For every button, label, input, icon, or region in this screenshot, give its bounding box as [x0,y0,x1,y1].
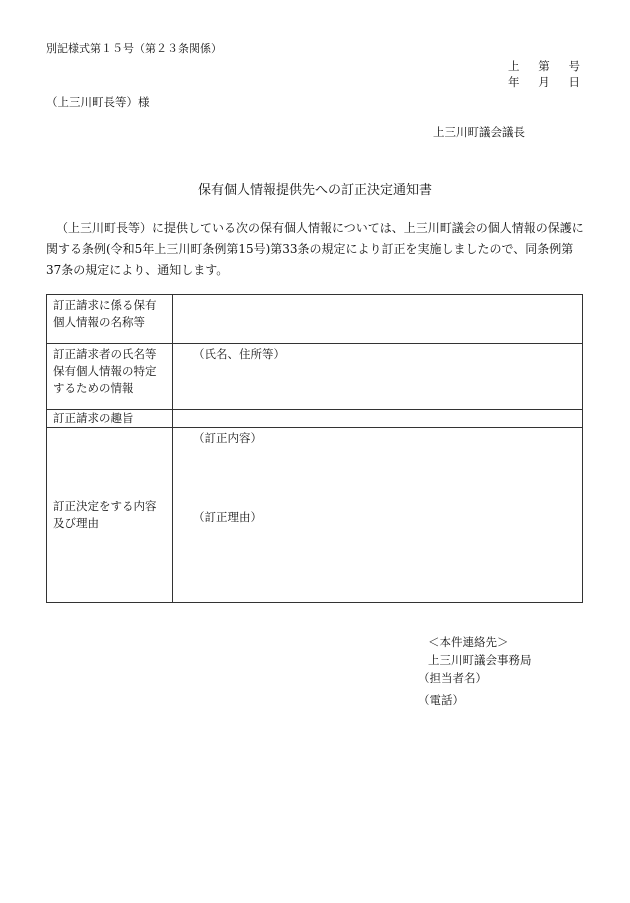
doc-number-prefix: 上 [508,59,520,73]
row-label-request-info: 訂正請求に係る保有個人情報の名称等 [47,295,173,344]
table-row [47,410,583,428]
row-value-requester [173,344,583,410]
addressee: （上三川町長等）様 [46,95,150,109]
row-value-decision [173,428,583,603]
document-title: 保有個人情報提供先への訂正決定通知書 [197,183,432,198]
table-row [47,344,583,410]
contact-phone: （電話） [418,693,464,707]
requester-note: （氏名、住所等） [193,347,285,361]
row-value-purpose [173,410,583,428]
details-table [46,294,583,603]
issuer: 上三川町議会議長 [433,125,525,139]
row-label-requester: 訂正請求者の氏名等保有個人情報の特定するための情報 [47,344,173,410]
date-day: 日 [568,75,580,89]
document-number-date-block [508,58,580,90]
decision-reason-note: （訂正理由） [193,510,262,524]
form-reference: 別記様式第１５号（第２３条関係） [46,42,222,55]
document-date [508,74,580,90]
table-row [47,428,583,603]
row-label-purpose: 訂正請求の趣旨 [47,410,173,428]
row-value-request-info [173,295,583,344]
row-label-decision: 訂正決定をする内容及び理由 [47,428,173,603]
contact-person: （担当者名） [418,671,487,685]
doc-number-dai: 第 [538,59,550,73]
contact-office: 上三川町議会事務局 [428,653,532,667]
contact-block [418,633,532,709]
body-paragraph: （上三川町長等）に提供している次の保有個人情報については、上三川町議会の個人情報の保護に関する条例(令和5年上三川町条例第15号)第33条の規定により訂正を実施しましたので、同条例第37条の規定により、通知します。 [46,221,584,277]
contact-heading: ＜本件連絡先＞ [428,635,509,649]
table-row [47,295,583,344]
document-number [508,58,580,74]
date-month: 月 [538,75,550,89]
date-year: 年 [508,75,520,89]
doc-number-go: 号 [568,59,580,73]
decision-content-note: （訂正内容） [193,431,262,445]
